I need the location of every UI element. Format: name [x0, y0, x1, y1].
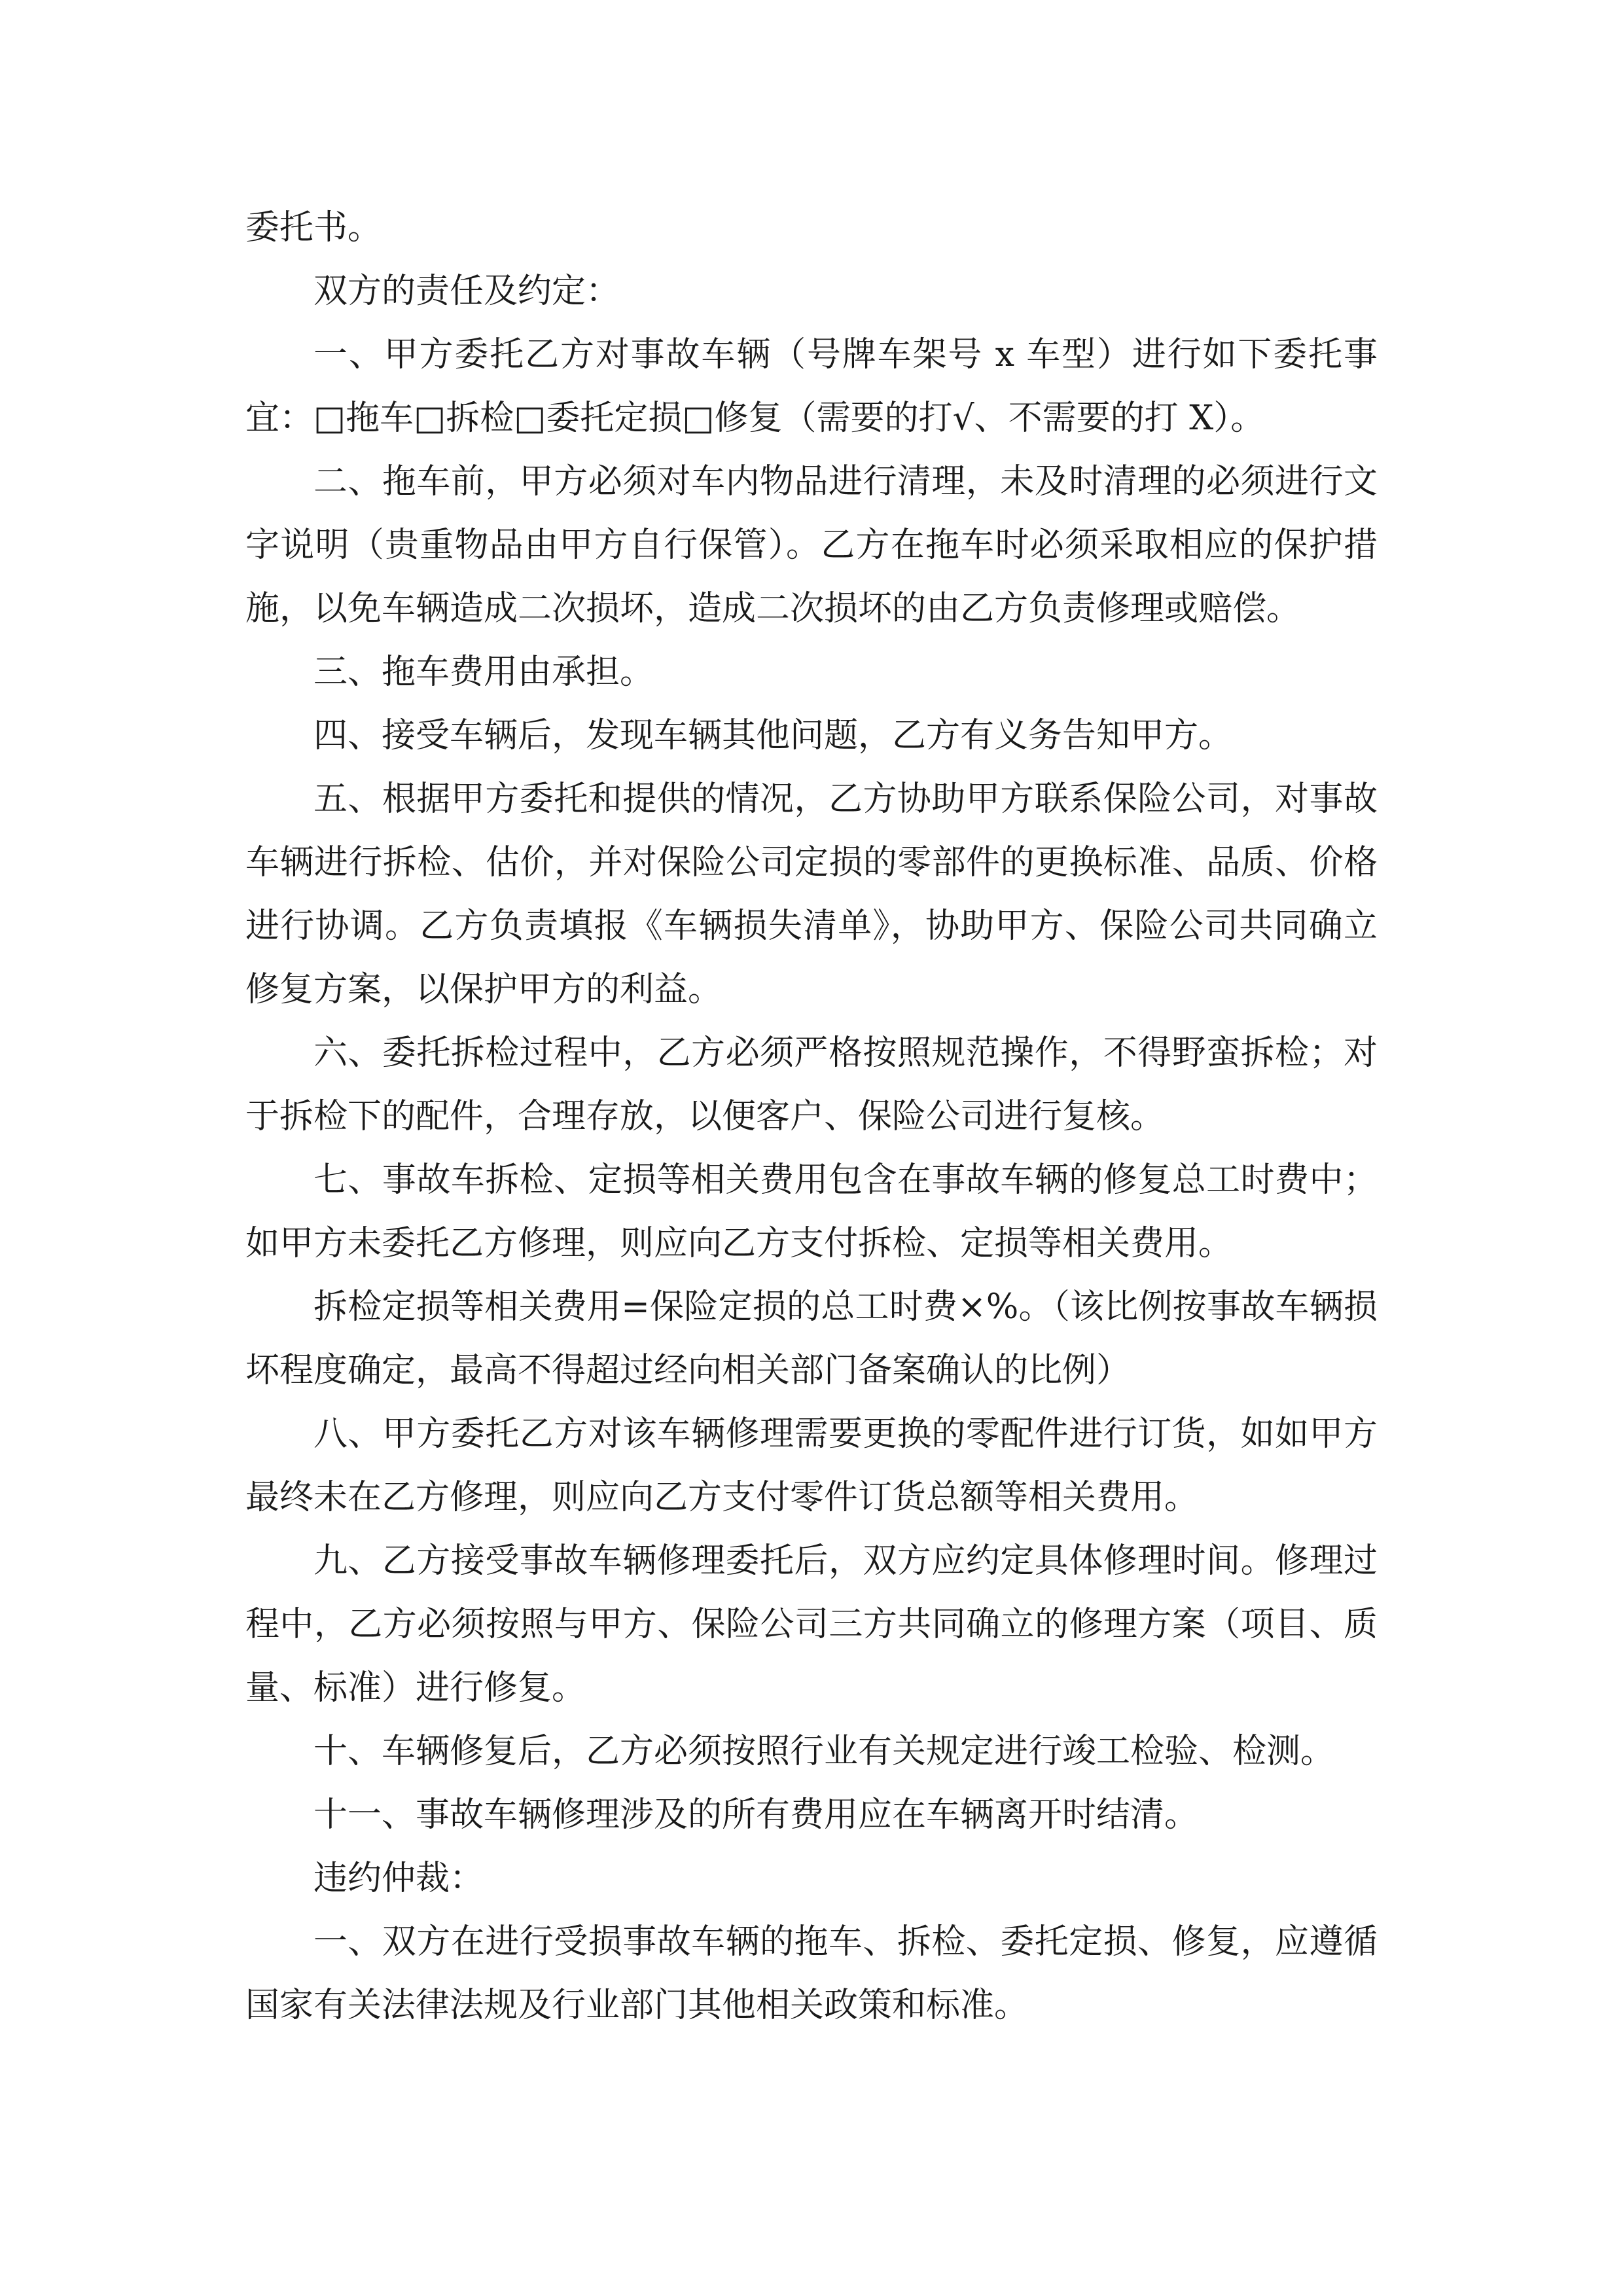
- clause-7-related-fees: 七、事故车拆检、定损等相关费用包含在事故车辆的修复总工时费中；如甲方未委托乙方修理，则应向乙方支付拆检、定损等相关费用。: [245, 1160, 1378, 1263]
- clause-2-towing-preparation: 二、拖车前，甲方必须对车内物品进行清理，未及时清理的必须进行文字说明（贵重物品由甲方自行保管）。乙方在拖车时必须采取相应的保护措施，以免车辆造成二次损坏，造成二次损坏的由乙方负责修理或赔偿。: [245, 462, 1378, 628]
- paragraph-entrustment-letter: 委托书。: [245, 208, 382, 247]
- clause-5-insurance-assessment: 五、根据甲方委托和提供的情况，乙方协助甲方联系保险公司，对事故车辆进行拆检、估价，并对保险公司定损的零部件的更换标准、品质、价格进行协调。乙方负责填报《车辆损失清单》，协助甲方、保险公司共同确立修复方案，以保护甲方的利益。: [245, 780, 1378, 1009]
- clause-10-completion-inspection: 十、车辆修复后，乙方必须按照行业有关规定进行竣工检验、检测。: [313, 1732, 1335, 1771]
- section-heading-breach-arbitration: 违约仲裁：: [313, 1859, 484, 1898]
- clause-3-towing-fee: 三、拖车费用由承担。: [313, 653, 654, 692]
- clause-1-entrusted-matters: 一、甲方委托乙方对事故车辆（号牌车架号 x 车型）进行如下委托事宜：□拖车□拆检□委托定损□修复（需要的打√、不需要的打 X）。: [245, 335, 1378, 438]
- document-body: [245, 196, 1378, 2037]
- section-heading-responsibilities: 双方的责任及约定：: [313, 272, 620, 311]
- clause-4-notify-problems: 四、接受车辆后，发现车辆其他问题，乙方有义务告知甲方。: [313, 716, 1233, 755]
- clause-6-disassembly-inspection: 六、委托拆检过程中，乙方必须严格按照规范操作，不得野蛮拆检；对于拆检下的配件，合理存放，以便客户、保险公司进行复核。: [245, 1033, 1378, 1136]
- fee-formula-paragraph: 拆检定损等相关费用=保险定损的总工时费×%。（该比例按事故车辆损坏程度确定，最高不得超过经向相关部门备案确认的比例）: [245, 1287, 1378, 1390]
- clause-9-repair-schedule: 九、乙方接受事故车辆修理委托后，双方应约定具体修理时间。修理过程中，乙方必须按照与甲方、保险公司三方共同确立的修理方案（项目、质量、标准）进行修复。: [245, 1541, 1378, 1708]
- clause-8-parts-ordering: 八、甲方委托乙方对该车辆修理需要更换的零配件进行订货，如如甲方最终未在乙方修理，则应向乙方支付零件订货总额等相关费用。: [245, 1414, 1378, 1517]
- clause-11-settlement: 十一、事故车辆修理涉及的所有费用应在车辆离开时结清。: [313, 1795, 1199, 1835]
- arbitration-clause-1: 一、双方在进行受损事故车辆的拖车、拆检、委托定损、修复，应遵循国家有关法律法规及行业部门其他相关政策和标准。: [245, 1922, 1378, 2025]
